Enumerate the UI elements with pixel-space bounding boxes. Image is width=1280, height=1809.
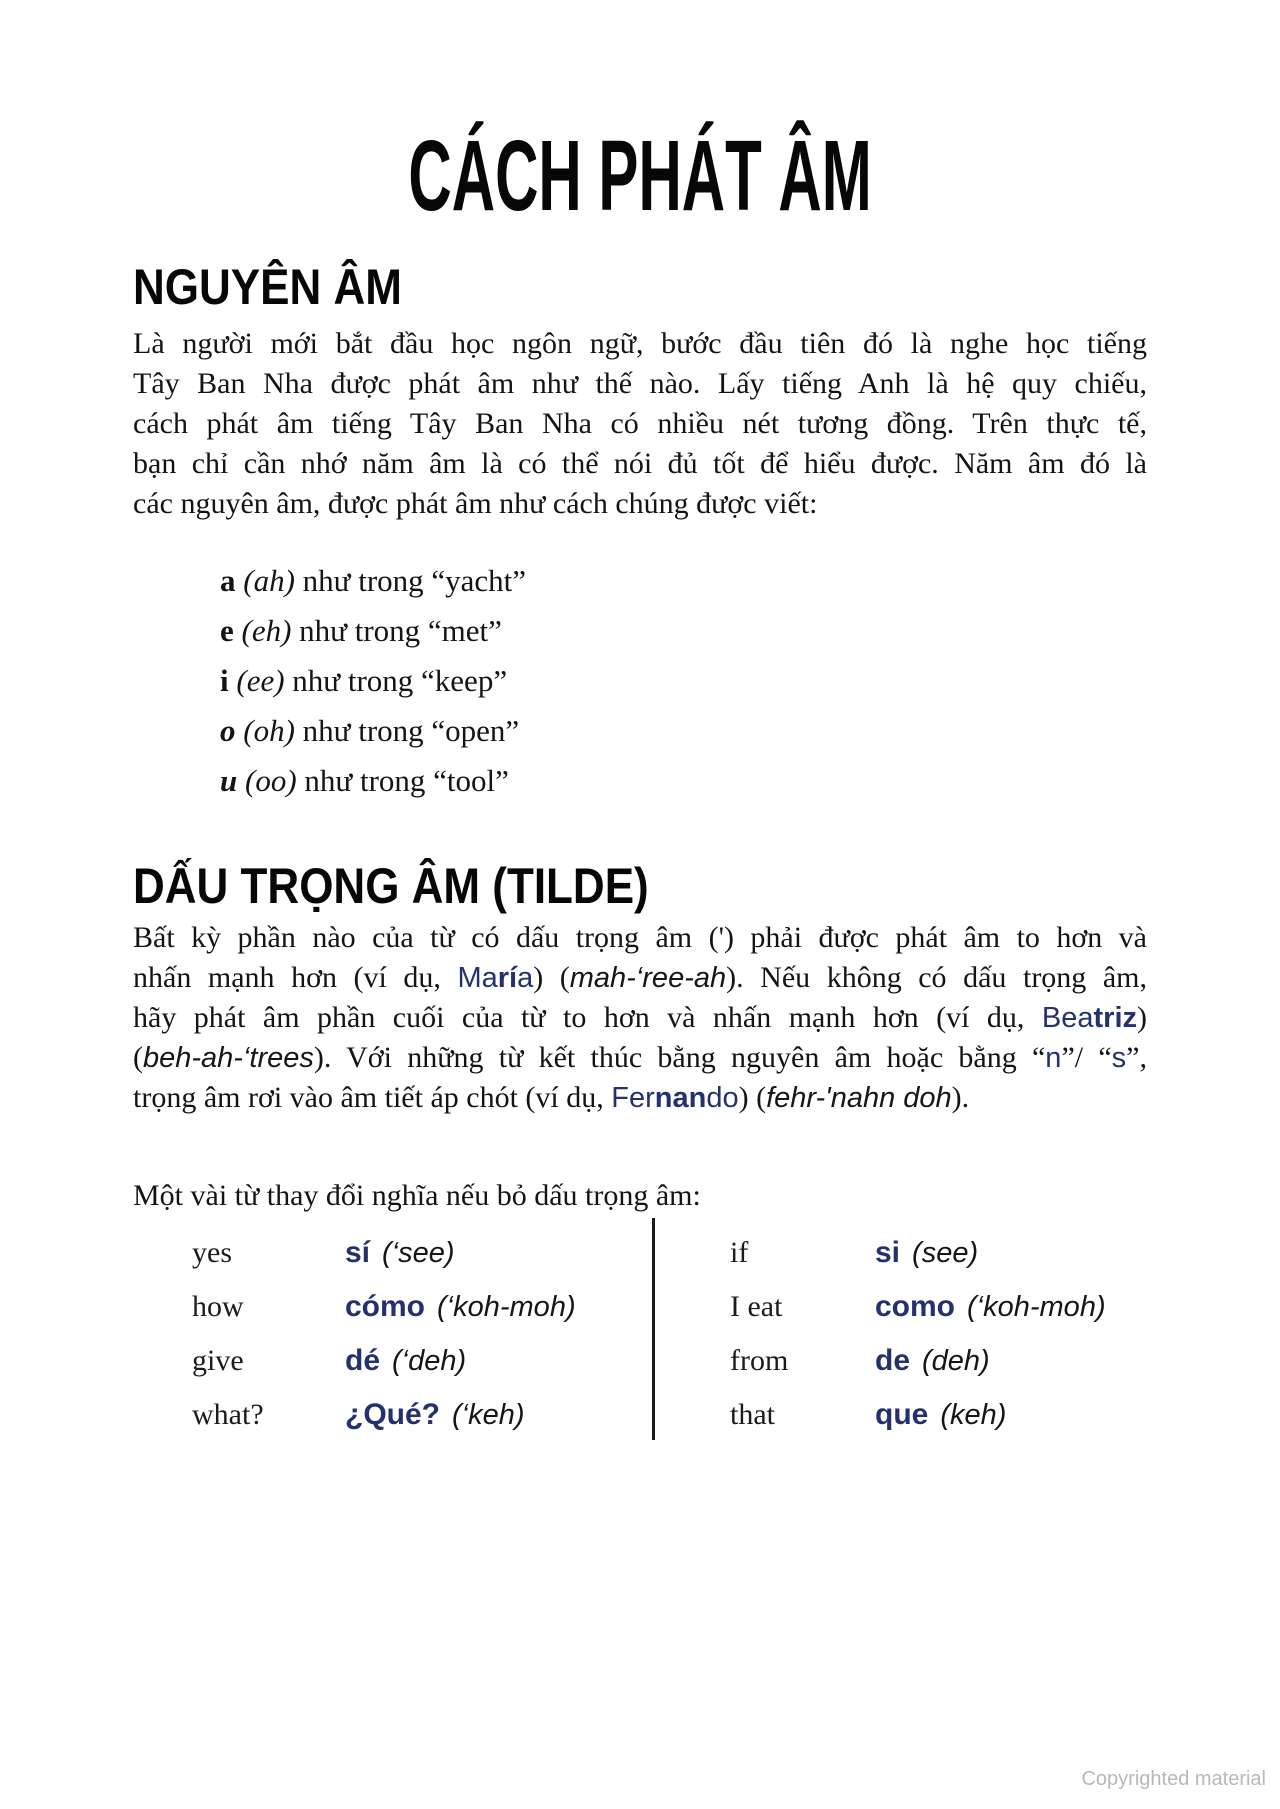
- body-text: Bất kỳ phần nào của từ có dấu trọng âm (') phải được phát âm to hơn và: [133, 921, 1147, 954]
- body-text: ”/ “: [1061, 1041, 1112, 1074]
- note-line: Một vài từ thay đổi nghĩa nếu bỏ dấu trọng âm:: [133, 1179, 701, 1212]
- phonetic: (keh): [940, 1399, 1007, 1431]
- phonetic: (‘keh): [452, 1399, 525, 1431]
- body-text: ): [1137, 1001, 1147, 1034]
- spanish-word: si: [875, 1236, 901, 1269]
- body-text: (: [133, 1041, 143, 1074]
- vowel-sound: (ee): [236, 663, 285, 698]
- table-row: [192, 1226, 576, 1280]
- phonetic: (‘deh): [392, 1345, 467, 1377]
- body-text: các nguyên âm, được phát âm như cách chúng được viết:: [133, 487, 818, 520]
- vowel-sound: (oh): [243, 713, 295, 748]
- vowel-item: [220, 556, 526, 606]
- spanish-word-part: nan: [654, 1082, 707, 1114]
- page-title-text: CÁCH PHÁT ÂM: [408, 120, 872, 232]
- vowel-list: [220, 556, 526, 806]
- spanish-word-part: Fer: [611, 1082, 655, 1114]
- spanish-word: sí: [345, 1236, 371, 1269]
- vowel-letter: u: [220, 763, 238, 798]
- vowel-letter: o: [220, 713, 236, 748]
- table-column-accented: [192, 1226, 576, 1442]
- vowel-example: như trong “open”: [302, 713, 520, 748]
- body-text: bạn chỉ cần nhớ năm âm là có thể nói đủ tốt để hiểu được. Năm âm đó là: [133, 447, 1147, 480]
- vowel-letter: a: [220, 563, 236, 598]
- paragraph-line: [133, 998, 1147, 1038]
- phonetic: (‘koh-moh): [967, 1291, 1106, 1323]
- vowel-sound: (oo): [245, 763, 297, 798]
- vowel-letter: i: [220, 663, 229, 698]
- english-word: how: [192, 1290, 244, 1323]
- word-comparison-table: [133, 1226, 1147, 1448]
- body-text: ) (: [533, 961, 570, 994]
- vowel-sound: (eh): [241, 613, 292, 648]
- body-text: cách phát âm tiếng Tây Ban Nha có nhiều nét tương đồng. Trên thực tế,: [133, 407, 1147, 440]
- vowel-sound: (ah): [243, 563, 295, 598]
- phonetic-text: beh-ah-‘trees: [143, 1042, 314, 1074]
- table-row: [730, 1226, 1106, 1280]
- spanish-word: ¿Qué?: [345, 1398, 440, 1431]
- english-word: from: [730, 1344, 789, 1377]
- english-word: yes: [192, 1236, 232, 1269]
- english-word: what?: [192, 1398, 264, 1431]
- section-heading-vowels: [133, 259, 439, 315]
- paragraph-line: [133, 1078, 1147, 1118]
- spanish-word: dé: [345, 1344, 381, 1377]
- phonetic: (see): [912, 1237, 979, 1269]
- page-title: [0, 120, 1280, 232]
- paragraph-line: [133, 444, 1147, 484]
- spanish-word-part: do: [706, 1082, 739, 1114]
- section-heading-vowels-text: NGUYÊN ÂM: [133, 259, 402, 315]
- vowel-item: [220, 606, 526, 656]
- spanish-word-part: rí: [497, 962, 518, 994]
- phonetic-text: fehr-'nahn doh: [766, 1082, 952, 1114]
- vowel-example: như trong “tool”: [304, 763, 509, 798]
- vowel-item: [220, 756, 526, 806]
- body-text: ). Với những từ kết thúc bằng nguyên âm hoặc bằng “: [313, 1041, 1046, 1074]
- phonetic: (‘see): [382, 1237, 455, 1269]
- body-text: ). Nếu không có dấu trọng âm,: [726, 961, 1148, 994]
- spanish-word-part: Ma: [457, 962, 498, 994]
- spanish-word: como: [875, 1290, 956, 1323]
- body-text: hãy phát âm phần cuối của từ to hơn và nhấn mạnh hơn (ví dụ,: [133, 1001, 1042, 1034]
- phonetic-text: mah-‘ree-ah: [569, 962, 727, 994]
- paragraph-line: [133, 918, 1147, 958]
- body-text: ”,: [1126, 1041, 1147, 1074]
- english-word: give: [192, 1344, 244, 1377]
- spanish-word: de: [875, 1344, 911, 1377]
- english-word: that: [730, 1398, 775, 1431]
- spanish-word-part: Bea: [1041, 1002, 1094, 1034]
- table-column-unaccented: [730, 1226, 1106, 1442]
- english-word: if: [730, 1236, 749, 1269]
- table-row: [192, 1388, 576, 1442]
- body-text: nhấn mạnh hơn (ví dụ,: [133, 961, 458, 994]
- spanish-word-part: a: [517, 962, 534, 994]
- table-row: [730, 1388, 1106, 1442]
- paragraph-line: [133, 958, 1147, 998]
- spanish-word-part: s: [1111, 1042, 1127, 1074]
- section-heading-accent: [133, 858, 719, 914]
- watermark: Copyrighted material: [1081, 1768, 1266, 1790]
- vowel-example: như trong “met”: [299, 613, 502, 648]
- body-text: Tây Ban Nha được phát âm như thế nào. Lấy tiếng Anh là hệ quy chiếu,: [133, 367, 1147, 400]
- spanish-word-part: n: [1045, 1042, 1062, 1074]
- phonetic: (deh): [922, 1345, 990, 1377]
- body-text: ).: [951, 1081, 970, 1114]
- table-row: [730, 1280, 1106, 1334]
- table-row: [192, 1280, 576, 1334]
- vowel-example: như trong “keep”: [292, 663, 508, 698]
- table-row: [730, 1334, 1106, 1388]
- paragraph-line: [133, 364, 1147, 404]
- vowel-example: như trong “yacht”: [302, 563, 527, 598]
- phonetic: (‘koh-moh): [437, 1291, 576, 1323]
- spanish-word: cómo: [345, 1290, 426, 1323]
- body-text: Là người mới bắt đầu học ngôn ngữ, bước đầu tiên đó là nghe học tiếng: [133, 327, 1147, 360]
- paragraph-line: [133, 1038, 1147, 1078]
- accent-paragraph: [133, 918, 1147, 1118]
- paragraph-line: [133, 484, 1147, 524]
- vowel-item: [220, 706, 526, 756]
- english-word: I eat: [730, 1290, 783, 1323]
- vowel-letter: e: [220, 613, 234, 648]
- section-heading-accent-text: DẤU TRỌNG ÂM (TILDE): [133, 858, 649, 914]
- paragraph-line: [133, 324, 1147, 364]
- spanish-word-part: triz: [1093, 1002, 1137, 1034]
- paragraph-line: [133, 404, 1147, 444]
- table-row: [192, 1334, 576, 1388]
- body-text: trọng âm rơi vào âm tiết áp chót (ví dụ,: [133, 1081, 612, 1114]
- vowels-paragraph: [133, 324, 1147, 524]
- spanish-word: que: [875, 1398, 929, 1431]
- vowel-item: [220, 656, 526, 706]
- body-text: ) (: [738, 1081, 767, 1114]
- column-divider: [652, 1218, 655, 1440]
